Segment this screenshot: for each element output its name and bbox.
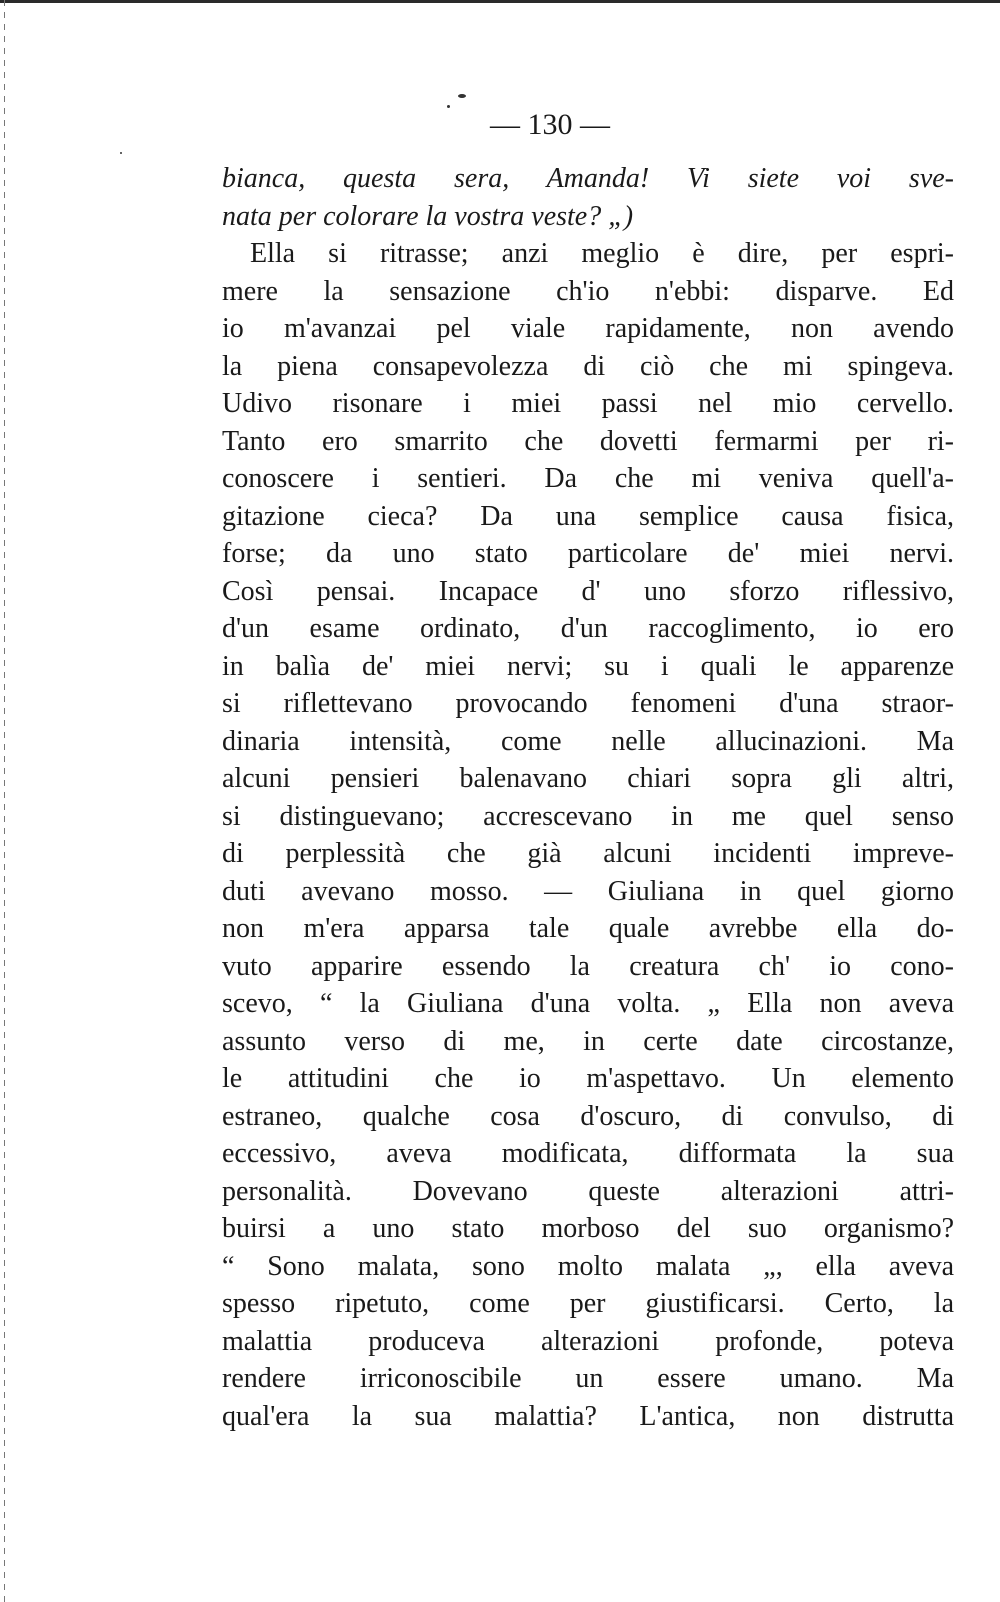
text-line: si riflettevano provocando fenomeni d'una straor- <box>222 688 954 719</box>
text-line: personalità. Dovevano queste alterazioni attri- <box>222 1175 954 1207</box>
text-line: eccessivo, aveva modificata, difformata la sua <box>222 1138 954 1169</box>
text-line: Udivo risonare i miei passi nel mio cervello. <box>222 388 954 419</box>
text-line: le attitudini che io m'aspettavo. Un elemento <box>222 1063 954 1094</box>
text-line: Così pensai. Incapace d' uno sforzo riflessivo, <box>222 575 954 607</box>
text-line: in balìa de' miei nervi; su i quali le apparenze <box>222 650 954 682</box>
text-line: d'un esame ordinato, d'un raccoglimento, io ero <box>222 613 954 644</box>
text-line: gitazione cieca? Da una semplice causa fisica, <box>222 500 954 532</box>
text-line: forse; da uno stato particolare de' miei nervi. <box>222 538 954 569</box>
text-line: la piena consapevolezza di ciò che mi spingeva. <box>222 350 954 382</box>
text-line: Ella si ritrasse; anzi meglio è dire, per espri- <box>250 238 954 269</box>
text-line: malattia produceva alterazioni profonde, poteva <box>222 1325 954 1357</box>
ink-speck <box>447 105 450 108</box>
scan-left-edge <box>4 0 5 1602</box>
text-line: alcuni pensieri balenavano chiari sopra gli altri, <box>222 763 954 794</box>
scan-top-edge <box>0 0 1000 3</box>
body-text <box>222 160 954 1435</box>
text-line: duti avevano mosso. — Giuliana in quel giorno <box>222 875 954 907</box>
text-line: vuto apparire essendo la creatura ch' io cono- <box>222 950 954 982</box>
text-line: bianca, questa sera, Amanda! Vi siete voi sve- <box>222 163 954 194</box>
text-line: conoscere i sentieri. Da che mi veniva quell'a- <box>222 463 954 494</box>
text-line: “ Sono malata, sono molto malata „, ella aveva <box>222 1250 954 1282</box>
text-line: nata per colorare la vostra veste? „) <box>222 200 634 232</box>
text-line: estraneo, qualche cosa d'oscuro, di convulso, di <box>222 1100 954 1132</box>
text-line: io m'avanzai pel viale rapidamente, non avendo <box>222 313 954 344</box>
text-line: rendere irriconoscibile un essere umano. Ma <box>222 1363 954 1394</box>
text-line: mere la sensazione ch'io n'ebbi: disparve. Ed <box>222 275 954 307</box>
ink-speck <box>120 152 122 154</box>
text-line: Tanto ero smarrito che dovetti fermarmi per ri- <box>222 425 954 457</box>
text-line: spesso ripetuto, come per giustificarsi. Certo, la <box>222 1288 954 1319</box>
text-line: dinaria intensità, come nelle allucinazioni. Ma <box>222 725 954 757</box>
text-line: non m'era apparsa tale quale avrebbe ella do- <box>222 913 954 944</box>
ink-speck <box>458 94 466 98</box>
text-line: qual'era la sua malattia? L'antica, non distrutta <box>222 1400 954 1432</box>
page-number: — 130 — <box>490 108 610 141</box>
text-line: si distinguevano; accrescevano in me quel senso <box>222 800 954 832</box>
text-line: di perplessità che già alcuni incidenti impreve- <box>222 838 954 869</box>
text-line: buirsi a uno stato morboso del suo organismo? <box>222 1213 954 1244</box>
text-line: scevo, “ la Giuliana d'una volta. „ Ella non aveva <box>222 988 954 1019</box>
text-line: assunto verso di me, in certe date circostanze, <box>222 1025 954 1057</box>
